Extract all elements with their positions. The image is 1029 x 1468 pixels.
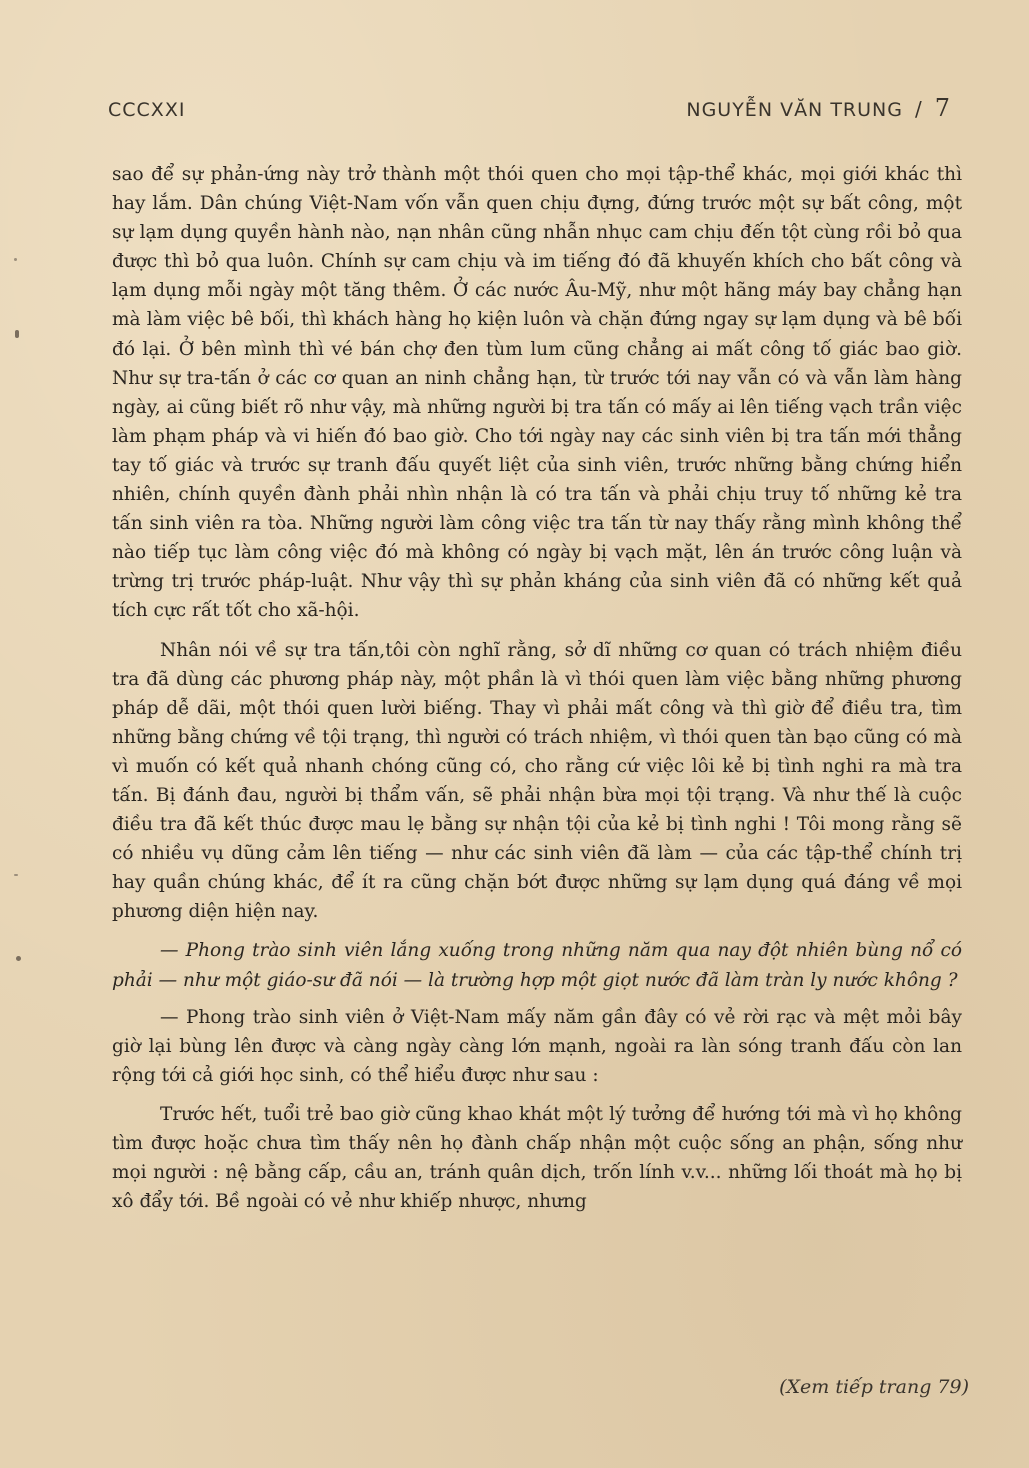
running-header	[108, 94, 951, 124]
article-body	[112, 160, 962, 1226]
scan-mark	[14, 258, 17, 261]
page-number: 7	[934, 94, 951, 122]
paragraph: Nhân nói về sự tra tấn,tôi còn nghĩ rằng, sở dĩ những cơ quan có trách nhiệm điều tra đã dùng các phương pháp này, một phần là vì thói quen làm việc bằng những phương pháp dễ dãi, một thói quen lười biếng. Thay vì phải mất công và thì giờ để điều tra, tìm những bằng chứng về tội trạng, thì người có trách nhiệm, vì thói quen tàn bạo cũng có mà vì muốn có kết quả nhanh chóng cũng có, cho rằng cứ việc lôi kẻ bị tình nghi ra mà tra tấn. Bị đánh đau, người bị thẩm vấn, sẽ phải nhận bừa mọi tội trạng. Và như thế là cuộc điều tra đã kết thúc được mau lẹ bằng sự nhận tội của kẻ bị tình nghi ! Tôi mong rằng sẽ có nhiều vụ dũng cảm lên tiếng — như các sinh viên đã làm — của các tập-thể chính trị hay quần chúng khác, để ít ra cũng chặn bớt được những sự lạm dụng quá đáng về mọi phương diện hiện nay.	[112, 639, 962, 923]
paragraph: sao để sự phản-ứng này trở thành một thói quen cho mọi tập-thể khác, mọi giới khác thì hay lắm. Dân chúng Việt-Nam vốn vẫn quen chịu đựng, đứng trước một sự bất công, một sự lạm dụng quyền hành nào, nạn nhân cũng nhẫn nhục cam chịu đến tột cùng rồi bỏ qua được thì bỏ qua luôn. Chính sự cam chịu và im tiếng đó đã khuyến khích cho bất công và lạm dụng mỗi ngày một tăng thêm. Ở các nước Âu-Mỹ, như một hãng máy bay chẳng hạn mà làm việc bê bối, thì khách hàng họ kiện luôn và chặn đứng ngay sự lạm dụng và bê bối đó lại. Ở bên mình thì vé bán chợ đen tùm lum cũng chẳng ai mất công tố giác bao giờ. Như sự tra-tấn ở các cơ quan an ninh chẳng hạn, từ trước tới nay vẫn có và vẫn làm hàng ngày, ai cũng biết rõ như vậy, mà những người bị tra tấn có mấy ai lên tiếng vạch trần việc làm phạm pháp và vi hiến đó bao giờ. Cho tới ngày nay các sinh viên bị tra tấn mới thẳng tay tố giác và trước sự tranh đấu quyết liệt của sinh viên, trước những bằng chứng hiển nhiên, chính quyền đành phải nhìn nhận là có tra tấn và phải chịu truy tố những kẻ tra tấn sinh viên ra tòa. Những người làm công việc tra tấn từ nay thấy rằng mình không thể nào tiếp tục làm công việc đó mà không có ngày bị vạch mặt, lên án trước công luận và trừng trị trước pháp-luật. Như vậy thì sự phản kháng của sinh viên đã có những kết quả tích cực rất tốt cho xã-hội.	[112, 164, 962, 622]
paragraph: Trước hết, tuổi trẻ bao giờ cũng khao khát một lý tưởng để hướng tới mà vì họ không tìm được hoặc chưa tìm thấy nên họ đành chấp nhận một cuộc sống an phận, sống như mọi người : nệ bằng cấp, cầu an, tránh quân dịch, trốn lính v.v... những lối thoát mà họ bị xô đẩy tới. Bề ngoài có vẻ như khiếp nhược, nhưng	[112, 1103, 962, 1213]
interview-question: — Phong trào sinh viên lắng xuống trong những năm qua nay đột nhiên bùng nổ có phải — như một giáo-sư đã nói — là trường hợp một giọt nước đã làm tràn ly nước không ?	[112, 940, 962, 991]
interview-answer: — Phong trào sinh viên ở Việt-Nam mấy năm gần đây có vẻ rời rạc và mệt mỏi bây giờ lại bùng lên được và càng ngày càng lớn mạnh, ngoài ra làn sóng tranh đấu còn lan rộng tới cả giới học sinh, có thể hiểu được như sau :	[112, 1006, 962, 1086]
scan-mark	[14, 874, 18, 876]
issue-number: CCCXXI	[108, 99, 186, 121]
header-separator: /	[914, 97, 923, 121]
header-right	[686, 94, 951, 122]
scan-mark	[15, 330, 19, 338]
author-name: NGUYỄN VĂN TRUNG	[686, 99, 903, 121]
continued-note: (Xem tiếp trang 79)	[779, 1376, 969, 1398]
scan-mark	[16, 956, 21, 961]
